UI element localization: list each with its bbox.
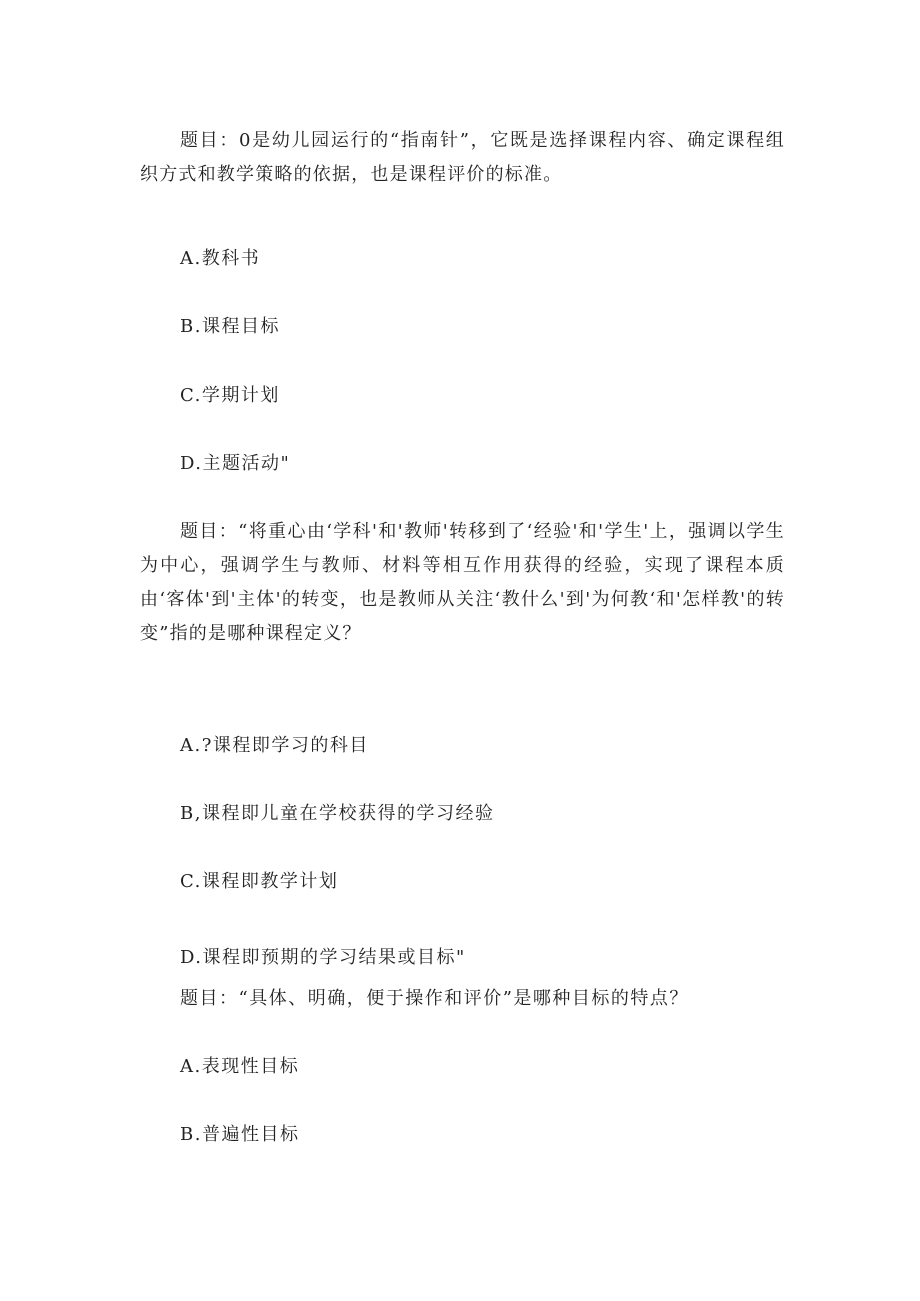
- question-1-option-a: A.教科书: [180, 248, 261, 269]
- question-2-option-a: A.?课程即学习的科目: [180, 735, 369, 756]
- question-2-option-b: B,课程即儿童在学校获得的学习经验: [180, 803, 495, 824]
- question-2-option-c: C.课程即教学计划: [180, 871, 339, 892]
- question-3-option-b: B.普遍性目标: [180, 1124, 300, 1145]
- question-1-stem: 题目：0是幼儿园运行的“指南针”，它既是选择课程内容、确定课程组织方式和教学策略的依据，也是课程评价的标准。: [140, 130, 785, 185]
- question-3-option-a: A.表现性目标: [180, 1056, 300, 1077]
- question-3-stem: 题目：“具体、明确，便于操作和评价”是哪种目标的特点？: [180, 988, 689, 1009]
- question-1-option-c: C.学期计划: [180, 385, 280, 406]
- question-2-stem: 题目：“将重心由‘学科'和'教师'转移到了‘经验'和'学生'上，强调以学生为中心，强调学生与教师、材料等相互作用获得的经验，实现了课程本质由‘客体'到'主体'的转变，也是教师从关注‘教什么'到'为何教‘和'怎样教'的转变”指的是哪种课程定义？: [140, 521, 785, 644]
- question-1-option-d: D.主题活动": [180, 453, 291, 474]
- question-1-option-b: B.课程目标: [180, 316, 280, 337]
- question-2-option-d: D.课程即预期的学习结果或目标": [180, 947, 466, 968]
